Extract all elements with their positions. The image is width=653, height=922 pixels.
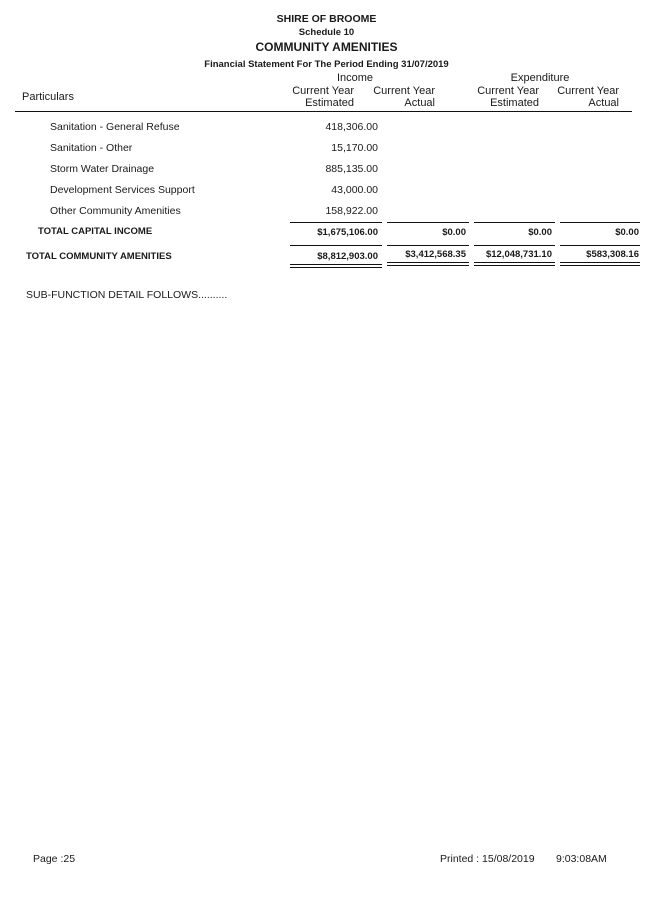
row-label: Sanitation - Other (50, 142, 133, 154)
schedule-label: Schedule 10 (298, 27, 355, 38)
total-rule-col1 (290, 245, 382, 246)
row-income-estimated: 15,170.00 (331, 142, 378, 154)
total-capital-col3: $0.00 (528, 227, 552, 238)
header-rule (15, 111, 632, 112)
double-rule-col1-b (290, 267, 382, 268)
total-rule-col4 (560, 245, 640, 246)
row-income-estimated: 885,135.00 (325, 163, 378, 175)
row-income-estimated: 418,306.00 (325, 121, 378, 133)
income-group-header: Income (336, 72, 374, 84)
double-rule-col4-a (560, 262, 640, 263)
row-label: Development Services Support (50, 184, 195, 196)
double-rule-col4-b (560, 265, 640, 266)
subtotal-rule-col4 (560, 222, 640, 223)
sub-function-note: SUB-FUNCTION DETAIL FOLLOWS.......... (26, 289, 228, 301)
page-number: Page :25 (33, 853, 76, 865)
col3-header-line2: Estimated (490, 97, 539, 109)
total-community-col4: $583,308.16 (586, 249, 639, 260)
col2-header-line2: Actual (404, 97, 435, 109)
organization-name: SHIRE OF BROOME (276, 13, 377, 25)
row-label: Sanitation - General Refuse (50, 121, 180, 133)
expenditure-group-header: Expenditure (510, 72, 570, 84)
double-rule-col2-b (387, 265, 469, 266)
col1-header-line2: Estimated (305, 97, 354, 109)
printed-time: 9:03:08AM (556, 853, 607, 865)
row-income-estimated: 158,922.00 (325, 205, 378, 217)
col4-header-line1: Current Year (557, 85, 619, 97)
printed-date: Printed : 15/08/2019 (440, 853, 535, 865)
total-capital-col1: $1,675,106.00 (317, 227, 378, 238)
total-capital-col4: $0.00 (615, 227, 639, 238)
total-community-col2: $3,412,568.35 (405, 249, 466, 260)
report-title: COMMUNITY AMENITIES (255, 40, 398, 54)
col2-header-line1: Current Year (373, 85, 435, 97)
total-capital-col2: $0.00 (442, 227, 466, 238)
total-rule-col3 (474, 245, 555, 246)
row-income-estimated: 43,000.00 (331, 184, 378, 196)
double-rule-col2-a (387, 262, 469, 263)
total-community-col3: $12,048,731.10 (485, 249, 552, 260)
col4-header-line2: Actual (588, 97, 619, 109)
row-label: Other Community Amenities (50, 205, 181, 217)
total-community-col1: $8,812,903.00 (317, 251, 378, 262)
subtotal-rule-col1 (290, 222, 382, 223)
subtotal-rule-col2 (387, 222, 469, 223)
particulars-header: Particulars (22, 91, 74, 103)
double-rule-col3-a (474, 262, 555, 263)
report-subtitle: Financial Statement For The Period Ending 31/07/2019 (204, 59, 449, 70)
col3-header-line1: Current Year (477, 85, 539, 97)
row-label: Storm Water Drainage (50, 163, 155, 175)
double-rule-col3-b (474, 265, 555, 266)
total-capital-label: TOTAL CAPITAL INCOME (38, 226, 153, 237)
total-community-label: TOTAL COMMUNITY AMENITIES (26, 251, 172, 262)
double-rule-col1-a (290, 264, 382, 265)
col1-header-line1: Current Year (292, 85, 354, 97)
subtotal-rule-col3 (474, 222, 555, 223)
total-rule-col2 (387, 245, 469, 246)
